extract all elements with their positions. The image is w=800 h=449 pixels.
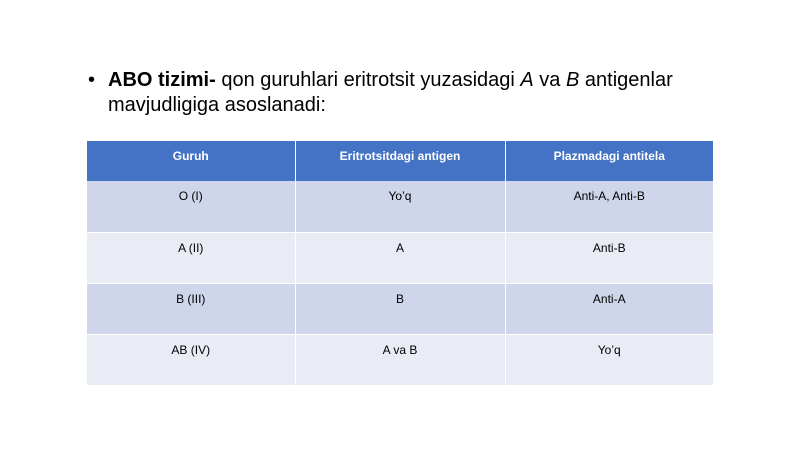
header-plazma-antitela: Plazmadagi antitela <box>505 141 713 181</box>
cell-guruh: AB (IV) <box>87 334 295 385</box>
abo-table <box>87 141 713 385</box>
bullet-text-1: qon guruhlari eritrotsit yuzasidagi <box>215 69 521 91</box>
cell-antigen: A va B <box>295 334 505 385</box>
cell-guruh: O (I) <box>87 181 295 232</box>
bullet-dot-icon: • <box>88 69 96 91</box>
header-eritrotsit-antigen: Eritrotsitdagi antigen <box>295 141 505 181</box>
bullet-text-3: antigenlar mavjudligiga asoslanadi: <box>108 69 673 116</box>
bullet-text <box>108 68 728 118</box>
cell-antigen: B <box>295 283 505 334</box>
cell-guruh: A (II) <box>87 232 295 283</box>
table-row <box>87 334 713 385</box>
table-row <box>87 181 713 232</box>
cell-antigen: A <box>295 232 505 283</box>
cell-antitela: Anti-A <box>505 283 713 334</box>
table-header-row <box>87 141 713 181</box>
bullet-antigen-b: B <box>565 69 580 91</box>
table-row <box>87 283 713 334</box>
cell-antigen: Yo’q <box>295 181 505 232</box>
cell-guruh: B (III) <box>87 283 295 334</box>
cell-antitela: Anti-B <box>505 232 713 283</box>
bullet-paragraph <box>88 68 728 118</box>
table-row <box>87 232 713 283</box>
cell-antitela: Yo’q <box>505 334 713 385</box>
bullet-bold-lead: ABO tizimi- <box>108 69 216 91</box>
bullet-text-2: va <box>533 69 566 91</box>
header-guruh: Guruh <box>87 141 295 181</box>
bullet-antigen-a: A <box>520 69 534 91</box>
cell-antitela: Anti-A, Anti-B <box>505 181 713 232</box>
